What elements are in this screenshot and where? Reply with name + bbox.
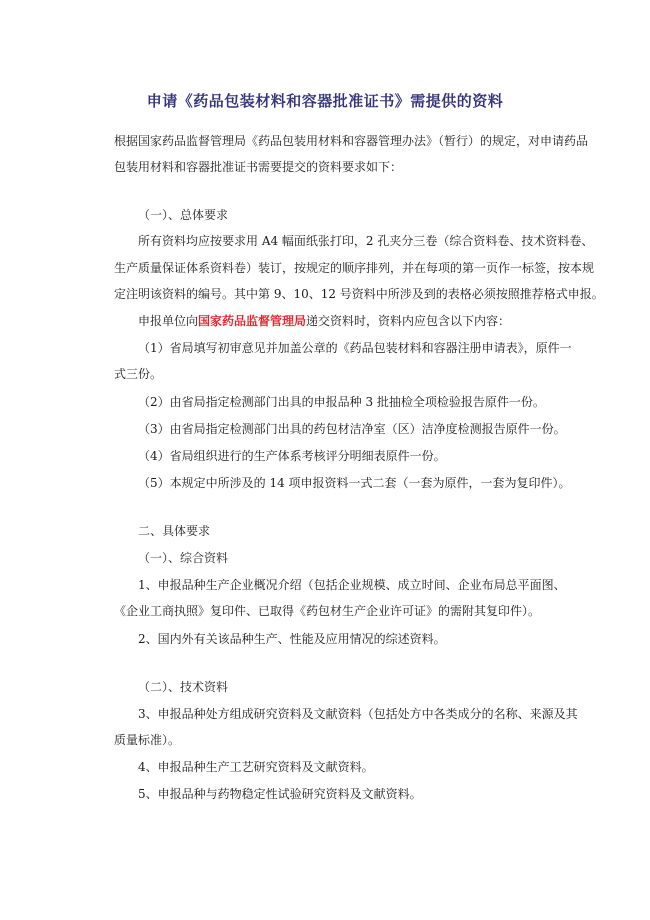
req-item-1-line-2: 《企业工商执照》复印件、已取得《药包材生产企业许可证》的需附其复印件）。 <box>114 604 541 618</box>
agency-name-highlight: 国家药品监督管理局 <box>198 314 307 328</box>
list-item-3: （3）由省局指定检测部门出具的药包材洁净室（区）洁净度检测报告原件一份。 <box>138 422 566 436</box>
intro-line-1: 根据国家药品监督管理局《药品包装用材料和容器管理办法》（暂行）的规定，对申请药品 <box>114 134 589 148</box>
req-item-5: 5、申报品种与药物稳定性试验研究资料及文献资料。 <box>138 787 422 801</box>
list-item-4: （4）省局组织进行的生产体系考核评分明细表原件一份。 <box>138 449 446 463</box>
submission-text-after: 递交资料时，资料内应包含以下内容： <box>306 314 511 328</box>
list-item-1-line-2: 式三份。 <box>114 367 163 381</box>
document-title: 申请《药品包装材料和容器批准证书》需提供的资料 <box>146 92 504 110</box>
section1-heading: （一）、总体要求 <box>138 208 229 222</box>
intro-line-2: 包装用材料和容器批准证书需要提交的资料要求如下： <box>114 160 403 174</box>
general-req-line-3: 定注明该资料的编号。其中第 9、10、12 号资料中所涉及到的表格必须按照推荐格式申报。 <box>114 287 604 301</box>
list-item-5: （5）本规定中所涉及的 14 项申报资料一式二套（一套为原件，一套为复印件）。 <box>138 476 571 490</box>
submission-paragraph <box>138 308 578 334</box>
list-item-1-line-1: （1）省局填写初审意见并加盖公章的《药品包装材料和容器注册申请表》，原件一 <box>138 341 572 355</box>
section2-heading: 二、具体要求 <box>138 524 211 538</box>
submission-text-before: 申报单位向 <box>138 314 199 328</box>
req-item-3-line-1: 3、申报品种处方组成研究资料及文献资料（包括处方中各类成分的名称、来源及其 <box>138 707 578 721</box>
sub2-heading: （二）、技术资料 <box>138 680 229 694</box>
sub1-heading: （一）、综合资料 <box>138 551 229 565</box>
req-item-3-line-2: 质量标准）。 <box>114 733 181 747</box>
req-item-4: 4、申报品种生产工艺研究资料及文献资料。 <box>138 760 374 774</box>
req-item-2: 2、国内外有关该品种生产、性能及应用情况的综述资料。 <box>138 632 446 646</box>
general-req-line-1: 所有资料均应按要求用 A4 幅面纸张打印，2 孔夹分三卷（综合资料卷、技术资料卷、 <box>138 234 594 248</box>
list-item-2: （2）由省局指定检测部门出具的申报品种 3 批抽检全项检验报告原件一份。 <box>138 395 545 409</box>
req-item-1-line-1: 1、申报品种生产企业概况介绍（包括企业规模、成立时间、企业布局总平面图、 <box>138 578 566 592</box>
general-req-line-2: 生产质量保证体系资料卷）装订，按规定的顺序排列，并在每项的第一页作一标签，按本规 <box>114 261 595 275</box>
